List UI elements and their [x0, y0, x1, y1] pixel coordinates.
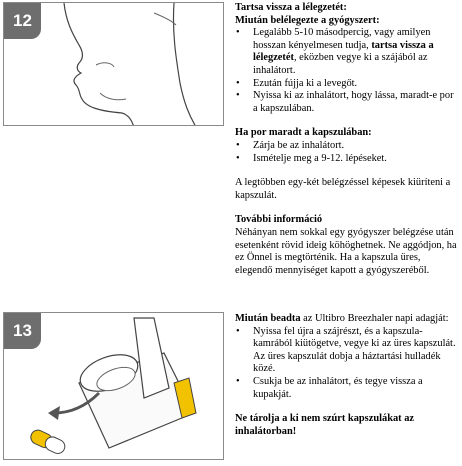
step-12-subtitle: Miután belélegezte a gyógyszert: [235, 14, 380, 26]
powder-remaining-heading: Ha por maradt a kapszulában: [235, 127, 372, 139]
empty-capsule-note: A legtöbben egy-két belégzéssel képesek kiüríteni a kapszulát. [235, 177, 451, 201]
list-item: • Ismételje meg a 9-12. lépéseket. [235, 153, 459, 166]
step-12-title: Tartsa vissza a lélegzetét: [235, 2, 347, 13]
step-13-illustration [3, 312, 224, 460]
list-item: • Zárja be az inhalátort. [235, 140, 459, 153]
list-item: • Legalább 5-10 másodpercig, vagy amilyen hosszan kényelmesen tudja, tartsa vissza a lélegzetét, eközben vegye ki a szájából az inhalátort. [235, 27, 459, 77]
step-12-instructions [235, 2, 459, 277]
list-item: • Nyissa ki az inhalátort, hogy lássa, maradt-e por a kapszulában. [235, 90, 459, 115]
step-13-intro: Miután beadta az Ultibro Breezhaler napi adagját: [235, 313, 449, 324]
step-12-illustration [3, 2, 224, 126]
more-info-text: Néhányan nem sokkal egy gyógyszer belégzése után esetenként rövid ideig köhöghetnek. Ne aggódjon, ha ez Önnel is megtörténik. Ha a kapszula üres, elegendő mennyiséget kapott a gyógyszeréből. [235, 226, 457, 276]
list-item: • Csukja be az inhalátort, és tegye vissza a kupakját. [235, 376, 459, 401]
list-item: • Nyissa fel újra a szájrészt, és a kapszula-kamrából kiütögetve, vegye ki az üres kapszulát. Az üres kapszulát dobja a háztartási hulladék közé. [235, 326, 459, 376]
step-13-bullet-list [235, 326, 459, 402]
step-12-badge: 12 [4, 3, 41, 39]
storage-warning: Ne tárolja a ki nem szúrt kapszulákat az inhalátorban! [235, 413, 415, 437]
list-item: • Ezután fújja ki a levegőt. [235, 78, 459, 91]
more-info-heading: További információ [235, 214, 323, 226]
step-13-instructions [235, 313, 459, 438]
step-12-bullet-list [235, 27, 459, 115]
step-13-badge: 13 [4, 313, 41, 349]
powder-remaining-list [235, 140, 459, 165]
